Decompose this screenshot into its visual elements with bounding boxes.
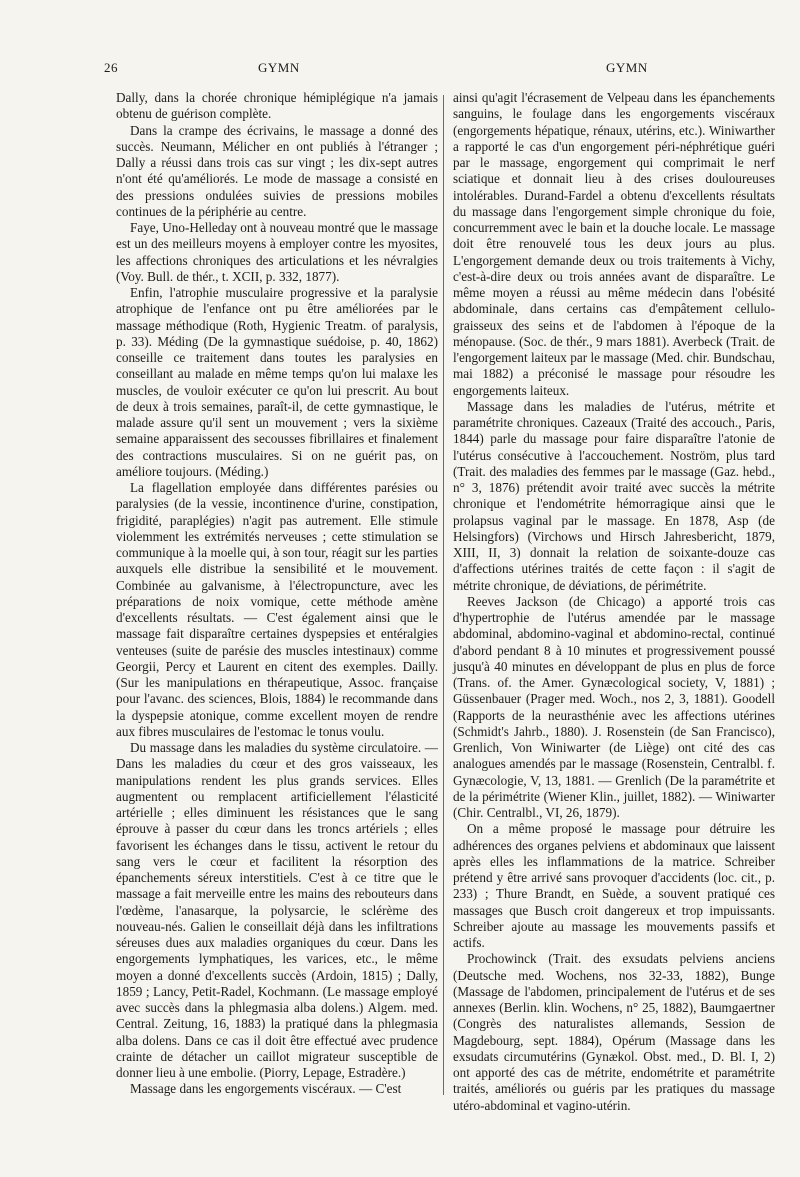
paragraph: Du massage dans les maladies du système circulatoire. — Dans les maladies du cœur et des gros vaisseaux, les manipulations rendent les plus grands services. Elles augmentent ou remplacent artificiellement l'élasticité artérielle ; elles diminuent les résistances que le sang éprouve à passer du cœur dans les troncs artériels ; elles favorisent les échanges dans le tissu, activent le retour du sang vers le cœur et facilitent la résorption des épanchements séreux interstitiels. C'est à ce titre que le massage a fait merveille entre les mains des rebouteurs dans l'œdème, l'anasarque, la polysarcie, le sclérème des nouveau-nés. Galien le conseillait déjà dans les infiltrations séreuses dues aux maladies organiques du cœur. Dans les engorgements lymphatiques, les varices, etc., le même moyen a donné d'excellents succès (Ardoin, 1815) ; Dally, 1859 ; Lancy, Petit-Radel, Kochmann. (Le massage employé avec succès dans la phlegmasia alba dolens.) Algem. med. Central. Zeitung, 16, 1883) la pratiqué dans la phlegmasia alba dolens. Dans ce cas il doit être effectué avec prudence crainte de détacher un caillot migrateur susceptible de donner lieu à une embolie. (Piorry, Lepage, Estradère.) bbox=[116, 740, 438, 1080]
paragraph: Enfin, l'atrophie musculaire progressive et la paralysie atrophique de l'enfance ont pu être améliorées par le massage méthodique (Roth, Hygienic Treatm. of paralysis, p. 33). Méding (De la gymnastique suédoise, p. 40, 1862) conseille ce traitement dans toutes les paralysies en conseillant au malade en même temps qu'on lui malaxe les muscles, de vouloir exécuter ce qu'on lui prescrit. Au bout de deux à trois semaines, paraît-il, de cette gymnastique, le malade assure qu'il sent un mouvement ; vers la sixième semaine apparaissent des secousses fibrillaires et finalement des contractions musculaires. Si on ne guérit pas, on améliore toujours. (Méding.) bbox=[116, 285, 438, 479]
paragraph: Dans la crampe des écrivains, le massage a donné des succès. Neumann, Mélicher en ont publiés à l'étranger ; Dally a réussi dans trois cas sur vingt ; les dix-sept autres n'ont été qu'améliorés. Le mode de massage a consisté en des pressions ondulées suivies de pressions mobiles continues de la périphérie au centre. bbox=[116, 122, 438, 219]
paragraph: Massage dans les engorgements viscéraux. — C'est bbox=[130, 1081, 402, 1097]
page-number: 26 bbox=[104, 60, 118, 75]
column-divider bbox=[443, 95, 444, 1095]
paragraph: La flagellation employée dans différentes parésies ou paralysies (de la vessie, incontinence d'urine, constipation, frigidité, paraplégies) n'agit pas autrement. Elle stimule violemment les extrémités nerveuses ; cette stimulation se communique à la moelle qui, à son tour, réagit sur les parties auxquels elle distribue la sensibilité et le mouvement. Combinée au galvanisme, à l'électropuncture, avec les préparations de noix vomique, cette méthode amène d'excellents résultats. — C'est également ainsi que le massage fait disparaître certaines dyspepsies et entéralgies venteuses (suite de parésie des muscles intestinaux) comme Georgii, Percy et Laurent en citent des exemples. Dailly. (Sur les manipulations en thérapeutique, Assoc. française pour l'avanc. des sciences, Blois, 1884) le recommande dans la dyspepsie atonique, comme excellent moyen de rendre aux fibres musculaires de l'estomac le tonus voulu. bbox=[116, 480, 438, 739]
paragraph: On a même proposé le massage pour détruire les adhérences des organes pelviens et abdominaux que laissent après elles les inflammations de la matrice. Schreiber prétend y être arrivé sans provoquer d'accidents (loc. cit., p. 233) ; Thure Brandt, en Suède, a souvent pratiqué ces massages que Busch croit dangereux et trop impuissants. Schreiber ajoute au massage les mouvements passifs et actifs. bbox=[453, 821, 775, 950]
paragraph: ainsi qu'agit l'écrasement de Velpeau dans les épanchements sanguins, le foulage dans les engorgements viscéraux (engorgements hépatique, rénaux, utérins, etc.). Winiwarther a rapporté le cas d'un engorgement péri-néphrétique guéri par le massage, engorgement qui comprimait le nerf sciatique et donnait lieu à des crises douloureuses intolérables. Durand-Fardel a obtenu d'excellents résultats du massage dans l'engorgement simple chronique du foie, concurremment avec le bain et la douche locale. Le massage doit être renouvelé tous les deux jours au plus. L'engorgement demande deux ou trois traitements à Vichy, c'est-à-dire deux ou trois années avant de disparaître. Le même moyen a réussi au même médecin dans l'obésité abdominale, dans certains cas d'empâtement cellulo-graisseux des seins et de l'abdomen à l'époque de la ménopause. (Soc. de thér., 9 mars 1881). Averbeck (Trait. de l'engorgement laiteux par le massage (Med. chir. Bundschau, mai 1882) a préconisé le massage pour résoudre les engorgements laiteux. bbox=[453, 90, 775, 398]
paragraph: Faye, Uno-Helleday ont à nouveau montré que le massage est un des meilleurs moyens à employer contre les myosites, les affections chroniques des articulations et les névralgies (Voy. Bull. de thér., t. XCII, p. 332, 1877). bbox=[116, 220, 438, 284]
right-column bbox=[453, 90, 775, 1114]
paragraph: Prochowinck (Trait. des exsudats pelviens anciens (Deutsche med. Wochens, nos 32-33, 1882), Bunge (Massage de l'abdomen, principalement de l'utérus et de ses annexes (Berlin. klin. Wochens, n° 25, 1882), Baumgaertner (Congrès des naturalistes allemands, Session de Magdebourg, sept. 1884), Opérum (Massage dans les exsudats circumutérins (Gynækol. Obst. med., D. Bl. I, 2) ont apporté des cas de métrite, endométrite et paramétrite traités, améliorés ou guéris par les pratiques du massage utéro-abdominal et vagino-utérin. bbox=[453, 951, 775, 1113]
running-head-right: GYMN bbox=[606, 60, 648, 75]
left-column bbox=[116, 90, 438, 1098]
page-header bbox=[0, 60, 800, 80]
paragraph: Dally, dans la chorée chronique hémiplégique n'a jamais obtenu de guérison complète. bbox=[116, 90, 438, 122]
paragraph: Reeves Jackson (de Chicago) a apporté trois cas d'hypertrophie de l'utérus amendée par le massage abdominal, abdomino-vaginal et abdomino-rectal, continué d'abord pendant 8 à 10 minutes et progressivement poussé jusqu'à 40 minutes en développant de plus en plus de force (Trans. of. the Amer. Gynæcological society, V, 1881) ; Güssenbauer (Prager med. Woch., nos 2, 3, 1881). Goodell (Rapports de la neurasthénie avec les affections utérines (Schmidt's Jahrb., 1880). J. Rosenstein (de San Francisco), Grenlich, Von Winiwarter (de Liège) ont cité des cas analogues amendés par le massage (Rosenstein, Centralbl. f. Gynæcologie, V, 13, 1881. — Grenlich (De la paramétrite et de la périmétrite (Wiener Klin., juillet, 1882). — Winiwarter (Chir. Centralbl., VI, 26, 1879). bbox=[453, 593, 775, 820]
paragraph: Massage dans les maladies de l'utérus, métrite et paramétrite chroniques. Cazeaux (Traité des accouch., Paris, 1844) parle du massage pour faire disparaître l'atonie de l'utérus consécutive à l'accouchement. Noström, plus tard (Trait. des maladies des femmes par le massage (Gaz. hebd., n° 3, 1876) prétendit avoir traité avec succès la métrite chronique et l'endométrite hémorragique ainsi que le prolapsus vaginal par le massage. En 1878, Asp (de Helsingfors) (Virchows und Hirsch Jahresbericht, 1879, XIII, II, 3) donnait la relation de soixante-douze cas d'affections utérines traités de cette façon : il s'agit de métrite chronique, de déviations, de périmétrite. bbox=[453, 398, 775, 593]
running-head-left: GYMN bbox=[258, 60, 300, 75]
